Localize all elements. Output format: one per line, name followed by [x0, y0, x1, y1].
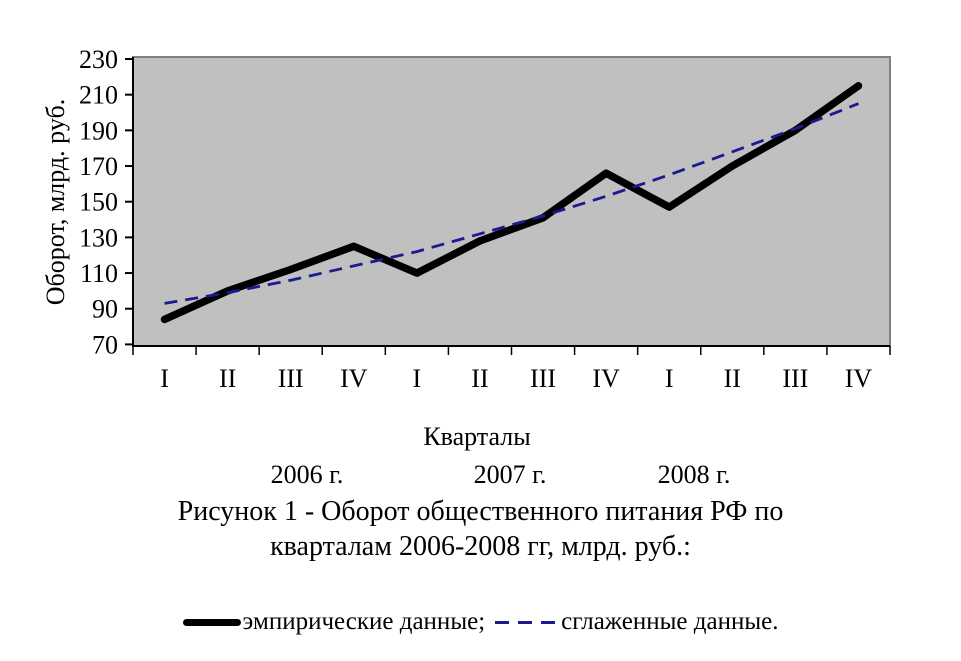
y-tick-label: 210 [79, 80, 118, 110]
plot-background [133, 57, 890, 346]
chart-legend [0, 601, 961, 643]
x-tick-label: II [723, 364, 741, 393]
x-tick-label: I [412, 364, 422, 393]
x-tick-label: I [160, 364, 169, 393]
x-tick-label: III [277, 364, 304, 393]
y-tick-label: 110 [79, 259, 118, 289]
x-tick-label: IV [592, 364, 620, 393]
y-tick-label: 90 [92, 294, 118, 324]
y-tick-label: 130 [79, 223, 118, 253]
y-tick-label: 150 [79, 187, 118, 217]
x-tick-label: III [530, 364, 557, 393]
x-tick-label: III [782, 364, 809, 393]
y-axis-title: Оборот, млрд. руб. [41, 98, 70, 306]
legend-label: эмпирические данные; [242, 608, 486, 635]
x-tick-label: I [664, 364, 674, 393]
year-label: 2006 г. [270, 460, 344, 489]
y-tick-label: 170 [79, 152, 118, 182]
y-tick-label: 230 [79, 45, 118, 74]
legend-solid-line-swatch [183, 619, 241, 626]
year-label: 2008 г. [657, 460, 731, 489]
legend-dashed-line-swatch [495, 621, 559, 624]
caption-line-1: Рисунок 1 - Оборот общественного питания РФ по [177, 496, 784, 527]
caption-line-2: кварталам 2006-2008 гг, млрд. руб.: [270, 531, 691, 562]
legend-label: сглаженные данные. [561, 608, 779, 635]
year-label: 2007 г. [473, 460, 547, 489]
y-tick-label: 70 [92, 330, 118, 360]
x-tick-label: II [471, 364, 489, 393]
x-tick-label: IV [844, 364, 873, 393]
y-tick-label: 190 [79, 116, 118, 146]
figure-caption [0, 494, 961, 564]
x-axis-title: Кварталы [423, 422, 531, 451]
x-tick-label: II [218, 364, 237, 393]
x-tick-label: IV [340, 364, 368, 393]
